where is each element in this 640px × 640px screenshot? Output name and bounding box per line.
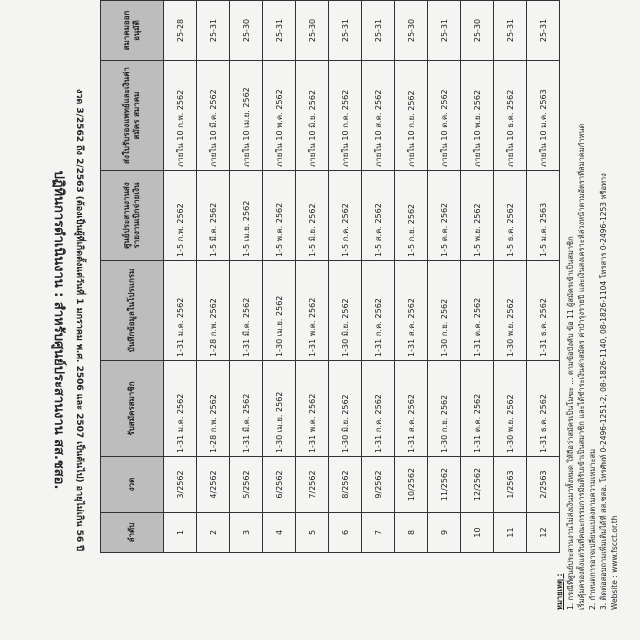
cell-report: 1-5 ก.ย. 2562 xyxy=(395,171,428,261)
cell-no: 9 xyxy=(428,513,461,553)
col-header-apply: รับสมัครสมาชิก xyxy=(101,361,164,457)
cell-send: ภายใน 10 มิ.ย. 2562 xyxy=(296,61,329,171)
cell-apply: 1-31 ธ.ค. 2562 xyxy=(527,361,560,457)
cell-apply: 1-31 ม.ค. 2562 xyxy=(164,361,197,457)
table-body xyxy=(164,1,560,553)
cell-record: 1-30 มิ.ย. 2562 xyxy=(329,261,362,361)
cell-no: 12 xyxy=(527,513,560,553)
cell-report: 1-5 ธ.ค. 2562 xyxy=(494,171,527,261)
cell-approve: 25-30 xyxy=(395,1,428,61)
cell-record: 1-31 ส.ค. 2562 xyxy=(395,261,428,361)
cell-send: ภายใน 10 เม.ย. 2562 xyxy=(230,61,263,171)
cell-period: 12/2562 xyxy=(461,457,494,513)
col-header-period: งวด xyxy=(101,457,164,513)
cell-approve: 25-31 xyxy=(197,1,230,61)
cell-report: 1-5 ก.ค. 2562 xyxy=(329,171,362,261)
cell-apply: 1-31 ส.ค. 2562 xyxy=(395,361,428,457)
cell-no: 1 xyxy=(164,513,197,553)
cell-send: ภายใน 10 ก.พ. 2562 xyxy=(164,61,197,171)
col-header-no: ลำดับ xyxy=(101,513,164,553)
cell-no: 2 xyxy=(197,513,230,553)
note-1b: เริ่มคุ้มครองตั้งแต่วันที่คณะกรรมการมีมติรับเข้าเป็นสมาชิก และได้ชำระเงินค่าสมัคร ค่าบำรุงรายปี และเงินสงเคราะห์ล่วงหน้าตามอัตราที่สมาคมกำหนด xyxy=(577,123,586,610)
cell-period: 5/2562 xyxy=(230,457,263,513)
cell-no: 7 xyxy=(362,513,395,553)
cell-no: 11 xyxy=(494,513,527,553)
table-row xyxy=(428,1,461,553)
cell-apply: 1-31 ก.ค. 2562 xyxy=(362,361,395,457)
schedule-table xyxy=(100,0,560,553)
cell-approve: 25-31 xyxy=(362,1,395,61)
cell-period: 8/2562 xyxy=(329,457,362,513)
table-row xyxy=(395,1,428,553)
cell-report: 1-5 ม.ค. 2563 xyxy=(527,171,560,261)
note-2: 2. กำหนดการอาจเปลี่ยนแปลงตามความเหมาะสม xyxy=(588,448,597,610)
document-subtitle: งวด 3/2562 ถึง 2/2563 (ต้องเป็นผู้ที่เกิดตั้งแต่วันที่ 1 มกราคม พ.ศ. 2506 และ 2507 เป็นต้นไป) อายุไม่เกิน 56 ปี xyxy=(74,88,84,552)
cell-report: 1-5 เม.ย. 2562 xyxy=(230,171,263,261)
cell-send: ภายใน 10 ธ.ค. 2562 xyxy=(494,61,527,171)
cell-report: 1-5 มี.ค. 2562 xyxy=(197,171,230,261)
cell-approve: 25-31 xyxy=(527,1,560,61)
cell-approve: 25-31 xyxy=(494,1,527,61)
cell-send: ภายใน 10 ก.ย. 2562 xyxy=(395,61,428,171)
cell-no: 5 xyxy=(296,513,329,553)
cell-apply: 1-31 ต.ค. 2562 xyxy=(461,361,494,457)
cell-no: 6 xyxy=(329,513,362,553)
cell-period: 2/2563 xyxy=(527,457,560,513)
table-row xyxy=(263,1,296,553)
cell-report: 1-5 ส.ค. 2562 xyxy=(362,171,395,261)
cell-record: 1-30 ก.ย. 2562 xyxy=(428,261,461,361)
cell-period: 3/2562 xyxy=(164,457,197,513)
cell-no: 3 xyxy=(230,513,263,553)
cell-report: 1-5 พ.ค. 2562 xyxy=(263,171,296,261)
col-header-record: บันทึกข้อมูลในโปรแกรม xyxy=(101,261,164,361)
cell-apply: 1-31 มี.ค. 2562 xyxy=(230,361,263,457)
cell-send: ภายใน 10 ส.ค. 2562 xyxy=(362,61,395,171)
cell-report: 1-5 ก.พ. 2562 xyxy=(164,171,197,261)
cell-period: 1/2563 xyxy=(494,457,527,513)
cell-period: 9/2562 xyxy=(362,457,395,513)
cell-send: ภายใน 10 ต.ค. 2562 xyxy=(428,61,461,171)
cell-apply: 1-30 มิ.ย. 2562 xyxy=(329,361,362,457)
cell-report: 1-5 พ.ย. 2562 xyxy=(461,171,494,261)
cell-send: ภายใน 10 พ.ย. 2562 xyxy=(461,61,494,171)
cell-approve: 25-30 xyxy=(230,1,263,61)
cell-record: 1-31 ม.ค. 2562 xyxy=(164,261,197,361)
table-row xyxy=(296,1,329,553)
cell-send: ภายใน 10 มี.ค. 2562 xyxy=(197,61,230,171)
document-title: ปฏิทินการดำเนินงาน : สำหรับศูนย์ประสานงาน สส.ชสอ. xyxy=(51,170,66,490)
cell-period: 11/2562 xyxy=(428,457,461,513)
cell-no: 10 xyxy=(461,513,494,553)
cell-report: 1-5 มิ.ย. 2562 xyxy=(296,171,329,261)
cell-period: 4/2562 xyxy=(197,457,230,513)
table-row xyxy=(461,1,494,553)
note-3: 3. ติดต่อสอบถามเพิ่มเติมได้ที่ สส.ชสอ. โทรศัพท์ 0-2496-1251-2, 08-1826-1140, 08-1826-1104 โทรสาร 0-2496-1253 หรือทาง xyxy=(599,173,608,610)
cell-approve: 25-31 xyxy=(329,1,362,61)
cell-record: 1-31 พ.ค. 2562 xyxy=(296,261,329,361)
cell-approve: 25-28 xyxy=(164,1,197,61)
cell-record: 1-30 เม.ย. 2562 xyxy=(263,261,296,361)
notes-label: หมายเหตุ : xyxy=(555,573,564,610)
cell-period: 6/2562 xyxy=(263,457,296,513)
notes-block xyxy=(554,10,620,610)
note-website: Website : www.fscct.or.th xyxy=(610,515,619,610)
table-row xyxy=(494,1,527,553)
cell-approve: 25-30 xyxy=(461,1,494,61)
cell-record: 1-31 มี.ค. 2562 xyxy=(230,261,263,361)
cell-record: 1-28 ก.พ. 2562 xyxy=(197,261,230,361)
table-header-row xyxy=(101,1,164,553)
cell-apply: 1-28 ก.พ. 2562 xyxy=(197,361,230,457)
cell-apply: 1-30 ก.ย. 2562 xyxy=(428,361,461,457)
table-row xyxy=(230,1,263,553)
col-header-report: ศูนย์ประสานงานส่งรายงานเบิกจ่ายเงิน xyxy=(101,171,164,261)
note-1: 1. กรณีที่ศูนย์ประสานงานไม่ส่งเงินมาทั้งหมด ให้ถือว่าสมัครเป็นโมฆะ ... ตามข้อบังคับ ข้อ 11 ผู้สมัครเข้าเป็นสมาชิก xyxy=(566,236,575,610)
cell-report: 1-5 ต.ค. 2562 xyxy=(428,171,461,261)
table-row xyxy=(197,1,230,553)
cell-apply: 1-31 พ.ค. 2562 xyxy=(296,361,329,457)
cell-period: 7/2562 xyxy=(296,457,329,513)
cell-no: 4 xyxy=(263,513,296,553)
cell-apply: 1-30 เม.ย. 2562 xyxy=(263,361,296,457)
table-row xyxy=(164,1,197,553)
cell-no: 8 xyxy=(395,513,428,553)
cell-send: ภายใน 10 ม.ค. 2563 xyxy=(527,61,560,171)
table-row xyxy=(362,1,395,553)
table-row xyxy=(329,1,362,553)
cell-record: 1-31 ก.ค. 2562 xyxy=(362,261,395,361)
cell-send: ภายใน 10 พ.ค. 2562 xyxy=(263,61,296,171)
cell-period: 10/2562 xyxy=(395,457,428,513)
cell-record: 1-31 ต.ค. 2562 xyxy=(461,261,494,361)
cell-record: 1-31 ธ.ค. 2562 xyxy=(527,261,560,361)
col-header-approve: สมาคมออก อนุมัติ xyxy=(101,1,164,61)
cell-approve: 25-31 xyxy=(263,1,296,61)
cell-approve: 25-31 xyxy=(428,1,461,61)
col-header-send: ส่งใบรับรองแพทย์และเงินค่าสมัคร สมาคม xyxy=(101,61,164,171)
cell-record: 1-30 พ.ย. 2562 xyxy=(494,261,527,361)
cell-apply: 1-30 พ.ย. 2562 xyxy=(494,361,527,457)
cell-approve: 25-30 xyxy=(296,1,329,61)
cell-send: ภายใน 10 ก.ค. 2562 xyxy=(329,61,362,171)
